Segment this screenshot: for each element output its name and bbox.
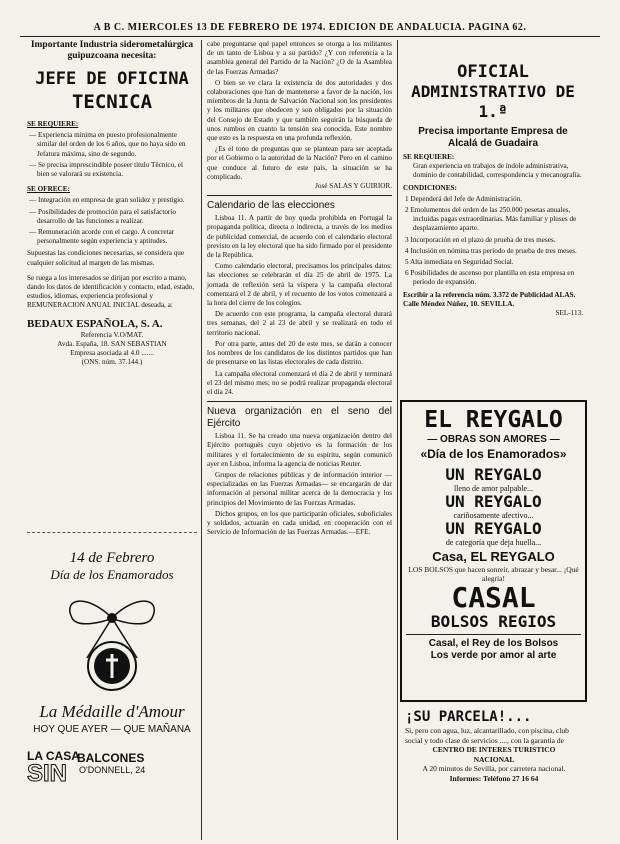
list-item: — Experiencia mínima en puesto profesionalmente similar del orden de los 6 años, que no haya sido en Jefatura máxima, sino de segundo. bbox=[29, 131, 186, 158]
article-text: Lisboa 11. Se ha creado una nueva organización dentro del Ejército portugués cuyo objetivo es la formación de los militares y el fortalecimiento de su espíritu, según comunicó ayer en Lisboa, informa la agencia de noticias Reuter. bbox=[207, 432, 392, 468]
parcela-location: A 20 minutos de Sevilla, por carretera nacional. bbox=[422, 764, 566, 773]
article-text: La campaña electoral comenzará el día 2 de abril y terminará el 23 del mismo mes; no se podrá realizar propaganda electoral el día 24. bbox=[207, 369, 392, 396]
ad-instructions: Se ruega a los interesados se dirijan por escrito a mano, dando los datos de identificación y contacto, edad, estado, estudios, idiomas, experiencia profesional y REMUNERACION ANUAL INICIAL deseada, a: bbox=[27, 273, 195, 310]
ad-title-line1: JEFE DE OFICINA bbox=[35, 69, 189, 89]
reygalo-desc: lleno de amor palpable... bbox=[453, 484, 534, 493]
article-text: ¿Es el tono de preguntas que se plantean para ser aceptada por el Gobierno o la autoridad de la Nación? Pero en el camino que conduce al futuro de este país, la situación se ha complicado. bbox=[207, 145, 392, 181]
org-line1: CENTRO DE INTERES TURISTICO bbox=[432, 745, 556, 754]
ad-intro: Importante Industria siderometalúrgica guipuzcoana necesita: bbox=[30, 40, 194, 61]
article-signature: José SALAS Y GUIRIOR. bbox=[315, 182, 392, 191]
contact-info: Escribir a la referencia núm. 3.372 de Publicidad ALAS. Calle Méndez Núñez, 10. SEVILLA. bbox=[403, 290, 576, 308]
article-text: Lisboa 11. A partir de hoy queda prohibida en Portugal la propaganda política, directa o indirecta, a través de los medios de publicidad comercial, de acuerdo con el calendario electoral previsto en la ley electoral que ha sido firmado por el presidente de la República. bbox=[207, 214, 392, 260]
ad-title-line2: TECNICA bbox=[71, 91, 153, 113]
rey-line: Casal, el Rey de los Bolsos bbox=[428, 638, 559, 649]
section-rule bbox=[207, 401, 392, 402]
list-item: 3 Incorporación en el plazo de prueba de tres meses. bbox=[405, 235, 556, 244]
article-text: cabe preguntarse qué papel entonces se otorga a los militantes de un tanto de Lisboa y a su partido? ¿Y con referencia a la asamblea general del Partido de la Nación? ¿O de la Asamblea de las Fuerzas Armadas? bbox=[207, 40, 392, 76]
valentine-title: Día de los Enamorados bbox=[50, 567, 174, 582]
company-footnote: Empresa asociada al 4.0 ....... bbox=[70, 349, 154, 358]
parcela-phone: Informes: Teléfono 27 16 64 bbox=[449, 773, 539, 783]
medaille-brand: La Médaille d'Amour bbox=[39, 702, 185, 721]
column-middle bbox=[207, 40, 392, 537]
list-item: 5 Alta inmediata en Seguridad Social. bbox=[405, 258, 514, 267]
medaille-slogan: HOY QUE AYER — QUE MAÑANA bbox=[33, 724, 191, 735]
column-right bbox=[403, 62, 583, 318]
article-text: O bien se ve clara la existencia de dos autoridades y dos colaboraciones que han de mantenerse a favor de la nación, los miembros de la Junta de Salvación Nacional son los presidentes y los militares que obedecen y son obligados por la situación del Consejo de Estado y que también seguirán la búsqueda de unos rumbos en cuanto la tensión sea conocida. Este nombre que esto es la respuesta en una profunda reflexión. bbox=[207, 78, 392, 143]
job-ad-bedaux bbox=[27, 40, 197, 367]
conditions-list bbox=[403, 195, 583, 288]
conditions-label: CONDICIONES: bbox=[403, 183, 457, 192]
store-occasion: «Día de los Enamorados» bbox=[420, 447, 567, 461]
column-divider bbox=[397, 40, 398, 840]
article-text: Grupos de relaciones públicas y de información interior —especializadas en las Fuerzas Armadas— se encargarán de dar información al personal militar acerca de la democracia y los principios del Movimiento de las Fuerzas Armadas. bbox=[207, 470, 392, 507]
parcela-title: ¡SU PARCELA!... bbox=[405, 709, 532, 725]
shop-name-top: LA CASA bbox=[27, 749, 80, 763]
list-item: — Se precisa imprescindible poseer título Técnico, el bien se valorará su existencia. bbox=[29, 160, 183, 179]
company-name: BEDAUX ESPAÑOLA, S. A. bbox=[27, 317, 163, 330]
ons-number: (ONS. núm. 37.144.) bbox=[81, 358, 143, 367]
ad-subtitle: Precisa importante Empresa de Alcalá de Guadaira bbox=[418, 126, 568, 149]
ad-separator bbox=[27, 532, 197, 533]
shop-name-right: BALCONES bbox=[77, 751, 145, 765]
offers-list bbox=[27, 196, 197, 246]
ad-reference: SEL-113. bbox=[555, 309, 583, 318]
store-tagline: — OBRAS SON AMORES — bbox=[427, 434, 560, 445]
valentine-date: 14 de Febrero bbox=[69, 550, 155, 566]
store-brand: Casa, EL REYGALO bbox=[432, 549, 555, 564]
shop-address: O'DONNELL, 24 bbox=[79, 765, 146, 775]
header-rule bbox=[20, 36, 600, 37]
job-ad-oficial bbox=[403, 62, 583, 318]
list-item: 6 Posibilidades de ascenso por plantilla en esta empresa en período de expansión. bbox=[405, 269, 575, 287]
reygalo-line: UN REYGALO bbox=[445, 465, 542, 484]
section-title: Nueva organización en el seno del Ejército bbox=[207, 406, 392, 430]
offers-label: SE OFRECE: bbox=[27, 185, 70, 194]
org-line2: NACIONAL bbox=[473, 754, 515, 764]
page-header: A B C. MIERCOLES 13 DE FEBRERO DE 1974. EDICION DE ANDALUCIA. PAGINA 62. bbox=[93, 22, 527, 33]
list-item: — Posibilidades de promoción para el satisfactorio desarrollo de las funciones a realizar. bbox=[29, 207, 176, 225]
reygalo-line: UN REYGALO bbox=[445, 519, 542, 538]
article-text: Como calendario electoral, precisamos los principales datos: las elecciones se celebrarán el día 25 de abril de 1975. La jornada de reflexión será la víspera y la campaña electoral comenzará el 2 de abril, y el recuento de los votos comenzará a la hora del cierre de los colegios. bbox=[207, 262, 392, 308]
reygalo-desc: de categoría que deja huella... bbox=[445, 538, 542, 547]
requisites-text: Gran experiencia en trabajos de índole administrativa, dominio de contabilidad, correspondencia y mecanografía. bbox=[413, 162, 582, 180]
bolsos-text: LOS BOLSOS que hacen sonreír, abrazar y besar... ¡Qué alegría! bbox=[408, 565, 579, 583]
casal-logo: CASAL bbox=[451, 581, 536, 614]
column-divider bbox=[201, 40, 202, 840]
ad-title-line1: OFICIAL bbox=[457, 62, 529, 82]
article-text: Por otra parte, antes del 20 de este mes, se darán a conocer los nombres de los candidatos de los distintos partidos que han de presentarse en las listas electorales de cada distrito. bbox=[207, 339, 392, 367]
list-item: 1 Dependerá del Jefe de Administración. bbox=[405, 194, 522, 203]
list-item: — Remuneración acorde con el cargo. A concretar personalmente según experiencia y aptitudes. bbox=[29, 228, 175, 246]
article-text: Dichos grupos, en los que participarán oficiales, suboficiales y soldados, actuarán en cada unidad, en cooperación con el Servicio de Información de las Fuerzas Armadas.—EFE. bbox=[207, 509, 392, 537]
reygalo-desc: cariñosamente afectivo... bbox=[453, 511, 534, 520]
parcela-ad bbox=[405, 708, 583, 783]
store-title: EL REYGALO bbox=[424, 407, 563, 433]
medaille-ad bbox=[27, 550, 197, 791]
ad-title-line2: ADMINISTRATIVO DE 1.ª bbox=[411, 82, 575, 121]
section-title: Calendario de las elecciones bbox=[207, 200, 335, 212]
company-reference: Referencia V.O/MAT. bbox=[80, 330, 144, 339]
love-line: Los verde por amor al arte bbox=[430, 650, 557, 661]
requisites-label: SE REQUIERE: bbox=[403, 153, 455, 161]
column-left bbox=[27, 40, 197, 367]
medal-illustration bbox=[27, 588, 197, 698]
parcela-text: Si, pero con agua, luz, alcantarillado, con piscina, club social y todo clase de servicios ...., con la garantía de bbox=[405, 726, 569, 745]
list-item: 4 Inclusión en nómina tras periodo de prueba de tres meses. bbox=[405, 246, 577, 255]
reygalo-line: UN REYGALO bbox=[445, 492, 542, 511]
company-address: Avda. España, 18. SAN SEBASTIAN bbox=[57, 339, 167, 348]
ad-note: Supuestas las condiciones necesarias, se considera que cualquier solicitud al margen de las mismas. bbox=[27, 249, 185, 267]
article-text: De acuerdo con este programa, la campaña electoral durará tres semanas, del 2 al 23 de abril y se realizará en todo el territorio nacional. bbox=[207, 310, 392, 337]
bolsos-heading: BOLSOS REGIOS bbox=[430, 612, 557, 631]
requisites-label: SE REQUIERE: bbox=[27, 120, 79, 128]
reygalo-ad bbox=[400, 400, 587, 702]
requisites-list bbox=[27, 131, 197, 179]
divider bbox=[406, 634, 581, 635]
section-rule bbox=[207, 195, 392, 196]
shop-logo bbox=[27, 749, 197, 791]
list-item: — Integración en empresa de gran solidez y prestigio. bbox=[29, 196, 185, 205]
shop-name-big: SIN bbox=[27, 760, 68, 787]
list-item: 2 Emolumentos del orden de las 250.000 pesetas anuales, incluidas pagas extraordinarias. Más familiar y pluses de desplazamiento aparte. bbox=[405, 206, 577, 233]
